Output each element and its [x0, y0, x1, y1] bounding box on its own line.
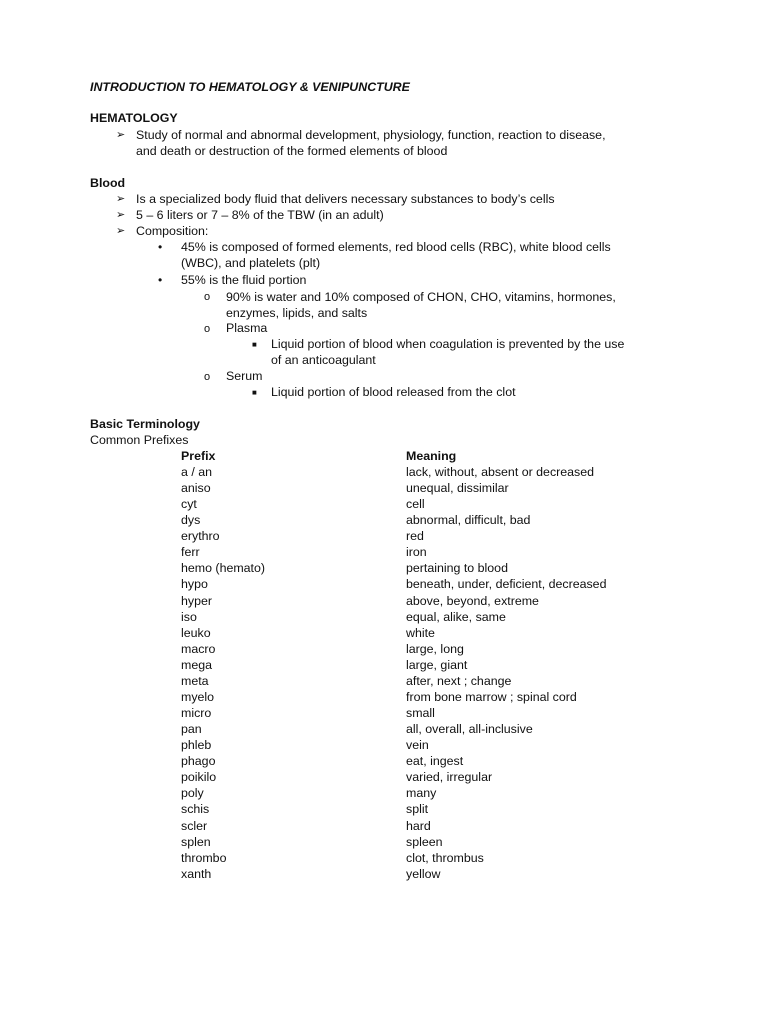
square-bullet-icon: ■	[252, 388, 257, 397]
arrow-bullet-icon: ➢	[116, 225, 126, 237]
table-row-prefix: pan	[181, 722, 202, 736]
table-row-meaning: cell	[406, 497, 425, 511]
table-row-meaning: hard	[406, 819, 431, 833]
table-row-prefix: poly	[181, 786, 204, 800]
dot-bullet-icon: •	[158, 240, 163, 254]
table-row-prefix: a / an	[181, 465, 213, 479]
hematology-definition-line1: Study of normal and abnormal development, physiology, function, reaction to disease,	[136, 128, 606, 142]
table-row-prefix: mega	[181, 658, 212, 672]
table-row-meaning: small	[406, 706, 435, 720]
table-row-prefix: macro	[181, 642, 216, 656]
table-row-prefix: cyt	[181, 497, 197, 511]
table-row-prefix: myelo	[181, 690, 215, 704]
arrow-bullet-icon: ➢	[116, 193, 126, 205]
water-line1: 90% is water and 10% composed of CHON, CHO, vitamins, hormones,	[226, 290, 616, 304]
table-row-meaning: vein	[406, 738, 429, 752]
blood-item-2: 5 – 6 liters or 7 – 8% of the TBW (in an adult)	[136, 208, 384, 222]
table-row-meaning: clot, thrombus	[406, 851, 484, 865]
table-row-meaning: large, long	[406, 642, 464, 656]
table-row-meaning: unequal, dissimilar	[406, 481, 509, 495]
table-row-prefix: erythro	[181, 529, 220, 543]
plasma-label: Plasma	[226, 321, 268, 335]
terminology-heading: Basic Terminology	[90, 417, 200, 431]
terminology-subheading: Common Prefixes	[90, 433, 189, 447]
table-row-prefix: poikilo	[181, 770, 217, 784]
circle-bullet-icon: o	[204, 323, 211, 335]
blood-item-3: Composition:	[136, 224, 209, 238]
table-row-prefix: hemo (hemato)	[181, 561, 266, 575]
table-row-meaning: eat, ingest	[406, 754, 464, 768]
table-row-prefix: phago	[181, 754, 216, 768]
table-row-meaning: pertaining to blood	[406, 561, 508, 575]
plasma-definition-line2: of an anticoagulant	[271, 353, 376, 367]
hematology-definition-line2: and death or destruction of the formed elements of blood	[136, 144, 448, 158]
table-row-prefix: xanth	[181, 867, 212, 881]
table-row-meaning: abnormal, difficult, bad	[406, 513, 531, 527]
table-row-meaning: all, overall, all-inclusive	[406, 722, 533, 736]
arrow-bullet-icon: ➢	[116, 129, 126, 141]
column-header-meaning: Meaning	[406, 449, 457, 463]
formed-elements-line1: 45% is composed of formed elements, red blood cells (RBC), white blood cells	[181, 240, 611, 254]
table-row-prefix: schis	[181, 802, 210, 816]
table-row-meaning: many	[406, 786, 437, 800]
table-row-prefix: iso	[181, 610, 197, 624]
table-row-prefix: ferr	[181, 545, 200, 559]
table-row-meaning: lack, without, absent or decreased	[406, 465, 595, 479]
serum-definition: Liquid portion of blood released from the clot	[271, 385, 516, 399]
table-row-prefix: aniso	[181, 481, 211, 495]
table-row-meaning: above, beyond, extreme	[406, 594, 539, 608]
blood-heading: Blood	[90, 176, 126, 190]
table-row-meaning: spleen	[406, 835, 443, 849]
table-row-meaning: red	[406, 529, 424, 543]
table-row-prefix: hyper	[181, 594, 212, 608]
table-row-meaning: equal, alike, same	[406, 610, 506, 624]
table-row-meaning: split	[406, 802, 429, 816]
circle-bullet-icon: o	[204, 291, 211, 303]
table-row-meaning: large, giant	[406, 658, 468, 672]
dot-bullet-icon: •	[158, 273, 163, 287]
formed-elements-line2: (WBC), and platelets (plt)	[181, 256, 321, 270]
table-row-prefix: phleb	[181, 738, 212, 752]
table-row-meaning: varied, irregular	[406, 770, 493, 784]
table-row-meaning: white	[406, 626, 435, 640]
table-row-meaning: yellow	[406, 867, 441, 881]
document-title: INTRODUCTION TO HEMATOLOGY & VENIPUNCTURE	[90, 80, 410, 94]
table-row-meaning: beneath, under, deficient, decreased	[406, 577, 607, 591]
column-header-prefix: Prefix	[181, 449, 216, 463]
fluid-portion: 55% is the fluid portion	[181, 273, 307, 287]
table-row-prefix: thrombo	[181, 851, 227, 865]
plasma-definition-line1: Liquid portion of blood when coagulation is prevented by the use	[271, 337, 625, 351]
table-row-prefix: micro	[181, 706, 212, 720]
square-bullet-icon: ■	[252, 340, 257, 349]
table-row-prefix: dys	[181, 513, 201, 527]
hematology-heading: HEMATOLOGY	[90, 111, 178, 125]
serum-label: Serum	[226, 369, 263, 383]
table-row-prefix: splen	[181, 835, 211, 849]
table-row-meaning: iron	[406, 545, 427, 559]
table-row-prefix: hypo	[181, 577, 208, 591]
arrow-bullet-icon: ➢	[116, 209, 126, 221]
table-row-prefix: meta	[181, 674, 209, 688]
table-row-prefix: scler	[181, 819, 208, 833]
water-line2: enzymes, lipids, and salts	[226, 306, 368, 320]
table-row-meaning: from bone marrow ; spinal cord	[406, 690, 577, 704]
blood-item-1: Is a specialized body fluid that delivers necessary substances to body’s cells	[136, 192, 555, 206]
table-row-prefix: leuko	[181, 626, 211, 640]
table-row-meaning: after, next ; change	[406, 674, 512, 688]
circle-bullet-icon: o	[204, 371, 211, 383]
